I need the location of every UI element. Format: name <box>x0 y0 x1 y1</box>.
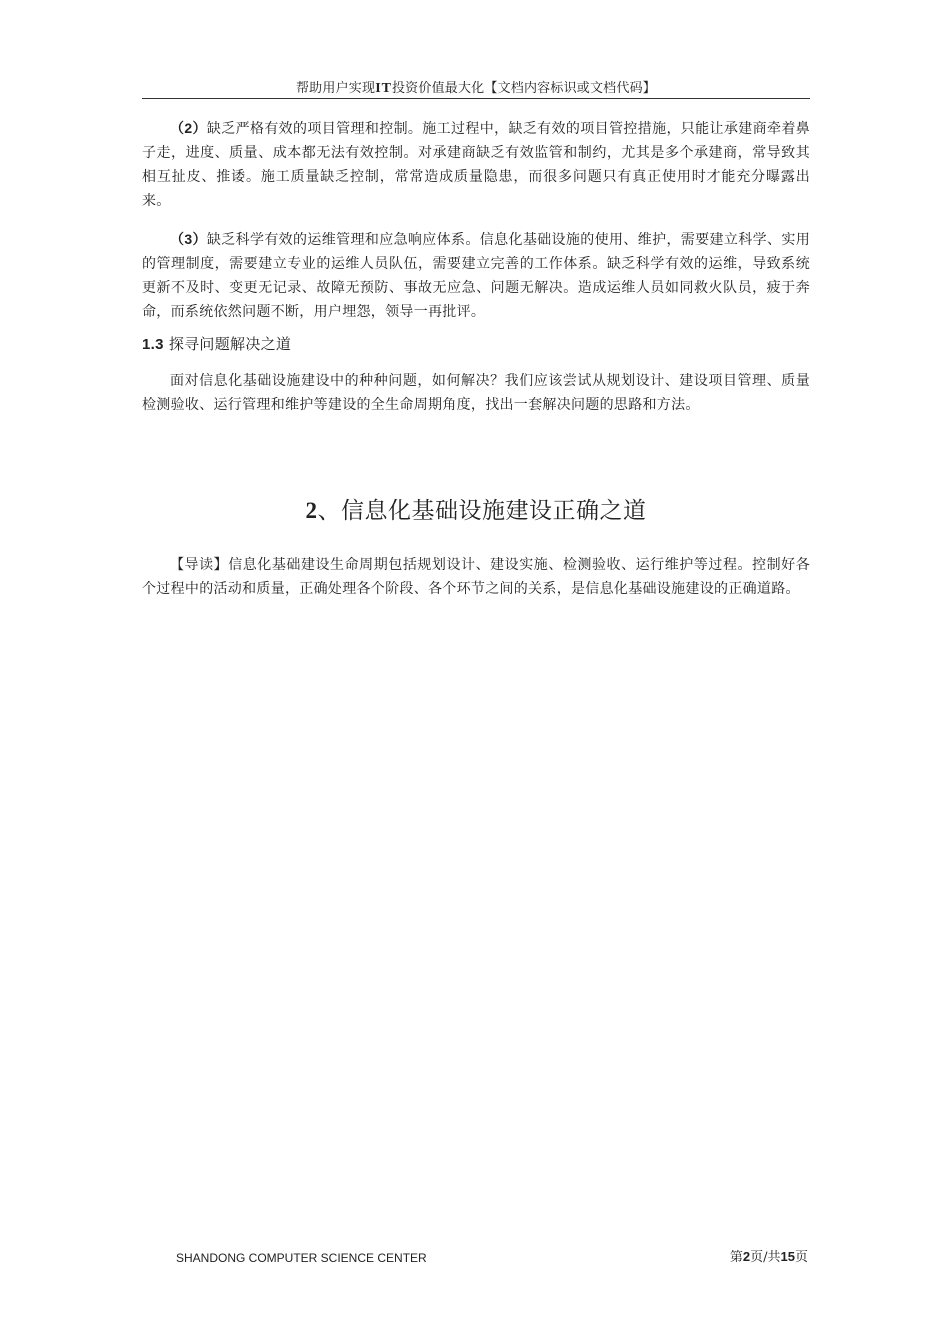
paragraph-solution <box>142 369 810 417</box>
document-body <box>142 112 810 601</box>
chapter-number: 2 <box>305 498 318 523</box>
paragraph-number: （3） <box>170 231 207 247</box>
paragraph-guide <box>142 553 810 601</box>
section-number: 1.3 <box>142 336 164 353</box>
header-prefix: 帮助用户实现 <box>295 81 376 96</box>
paragraph-text: 【导读】信息化基础建设生命周期包括规划设计、建设实施、检测验收、运行维护等过程。控制好各个过程中的活动和质量，正确处理各个阶段、各个环节之间的关系，是信息化基础设施建设的正确道路。 <box>142 557 810 597</box>
chapter-title <box>142 495 810 527</box>
paragraph-text: 面对信息化基础设施建设中的种种问题，如何解决？我们应该尝试从规划设计、建设项目管理、质量检测验收、运行管理和维护等建设的全生命周期角度，找出一套解决问题的思路和方法。 <box>142 373 810 413</box>
page-prefix: 第 <box>729 1250 743 1265</box>
page-header <box>142 80 810 98</box>
chapter-title-text: 、信息化基础设施建设正确之道 <box>317 498 647 524</box>
page-suffix: 页 <box>794 1250 808 1265</box>
header-suffix: 投资价值最大化【文档内容标识或文档代码】 <box>391 81 656 96</box>
paragraph-operations-management <box>142 227 810 324</box>
paragraph-number: （2） <box>170 120 207 136</box>
total-pages: 15 <box>780 1249 795 1264</box>
paragraph-project-management <box>142 116 810 213</box>
footer-page-number <box>730 1249 808 1266</box>
footer-organization: SHANDONG COMPUTER SCIENCE CENTER <box>176 1251 427 1265</box>
paragraph-text: 缺乏严格有效的项目管理和控制。施工过程中，缺乏有效的项目管控措施，只能让承建商牵着鼻子走，进度、质量、成本都无法有效控制。对承建商缺乏有效监管和制约，尤其是多个承建商，常导致其相互扯皮、推诿。施工质量缺乏控制，常常造成质量隐患，而很多问题只有真正使用时才能充分曝露出来。 <box>142 121 810 209</box>
page-mid: 页/共 <box>750 1250 781 1265</box>
header-it: IT <box>375 81 392 96</box>
paragraph-text: 缺乏科学有效的运维管理和应急响应体系。信息化基础设施的使用、维护，需要建立科学、实用的管理制度，需要建立专业的运维人员队伍，需要建立完善的工作体系。缺乏科学有效的运维，导致系统更新不及时、变更无记录、故障无预防、事故无应急、问题无解决。造成运维人员如同救火队员，疲于奔命，而系统依然问题不断，用户埋怨，领导一再批评。 <box>142 232 810 320</box>
section-title: 探寻问题解决之道 <box>163 335 292 353</box>
header-rule <box>142 98 810 99</box>
section-heading <box>142 332 810 357</box>
current-page: 2 <box>742 1249 751 1264</box>
